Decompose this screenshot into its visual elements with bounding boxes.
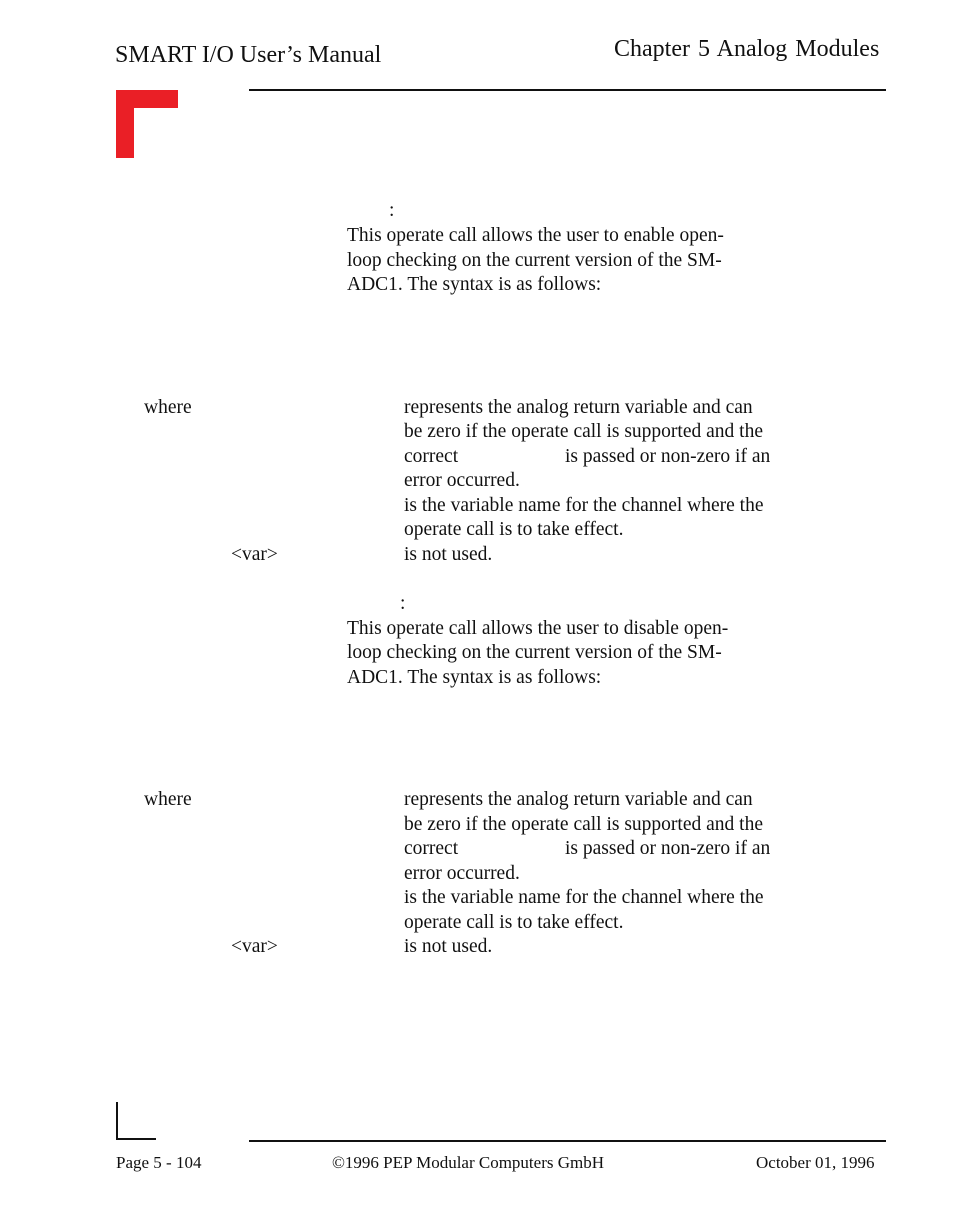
param-desc-line: error occurred. — [404, 863, 520, 884]
intro-line: This operate call allows the user to disable open- — [347, 618, 729, 639]
param-desc-line: be zero if the operate call is supported and the — [404, 421, 763, 442]
param-desc-line: be zero if the operate call is supported and the — [404, 814, 763, 835]
manual-title: SMART I/O User’s Manual — [115, 42, 382, 68]
var-desc: is not used. — [404, 936, 493, 957]
section-heading-colon: : — [400, 593, 406, 614]
publication-date: October 01, 1996 — [756, 1153, 875, 1172]
where-label: where — [144, 789, 192, 810]
param-desc-line: correct — [404, 838, 459, 859]
var-desc: is not used. — [404, 544, 493, 565]
var-label: <var> — [231, 936, 278, 957]
var-label: <var> — [231, 544, 278, 565]
section-heading-colon: : — [389, 200, 395, 221]
header-rule — [249, 89, 886, 91]
footer-corner-mark-vertical — [116, 1102, 118, 1140]
param-desc-line: is passed or non-zero if an — [565, 838, 771, 859]
where-label: where — [144, 397, 192, 418]
param-desc-line: operate call is to take effect. — [404, 912, 624, 933]
intro-line: ADC1. The syntax is as follows: — [347, 274, 602, 295]
param-desc-line: represents the analog return variable and can — [404, 397, 753, 418]
corner-mark-vertical — [116, 90, 134, 158]
copyright-notice: ©1996 PEP Modular Computers GmbH — [332, 1153, 605, 1172]
param-desc-line: is the variable name for the channel where the — [404, 495, 764, 516]
param-desc-line: is passed or non-zero if an — [565, 446, 771, 467]
intro-line: ADC1. The syntax is as follows: — [347, 667, 602, 688]
intro-line: loop checking on the current version of the SM- — [347, 250, 722, 271]
intro-line: This operate call allows the user to enable open- — [347, 225, 724, 246]
page-number: Page 5 - 104 — [116, 1153, 202, 1172]
chapter-title: Chapter 5 Analog Modules — [614, 36, 880, 62]
param-desc-line: represents the analog return variable and can — [404, 789, 753, 810]
param-desc-line: is the variable name for the channel where the — [404, 887, 764, 908]
footer-rule — [249, 1140, 886, 1142]
intro-line: loop checking on the current version of the SM- — [347, 642, 722, 663]
param-desc-line: error occurred. — [404, 470, 520, 491]
param-desc-line: correct — [404, 446, 459, 467]
footer-corner-mark-horizontal — [116, 1138, 156, 1140]
param-desc-line: operate call is to take effect. — [404, 519, 624, 540]
